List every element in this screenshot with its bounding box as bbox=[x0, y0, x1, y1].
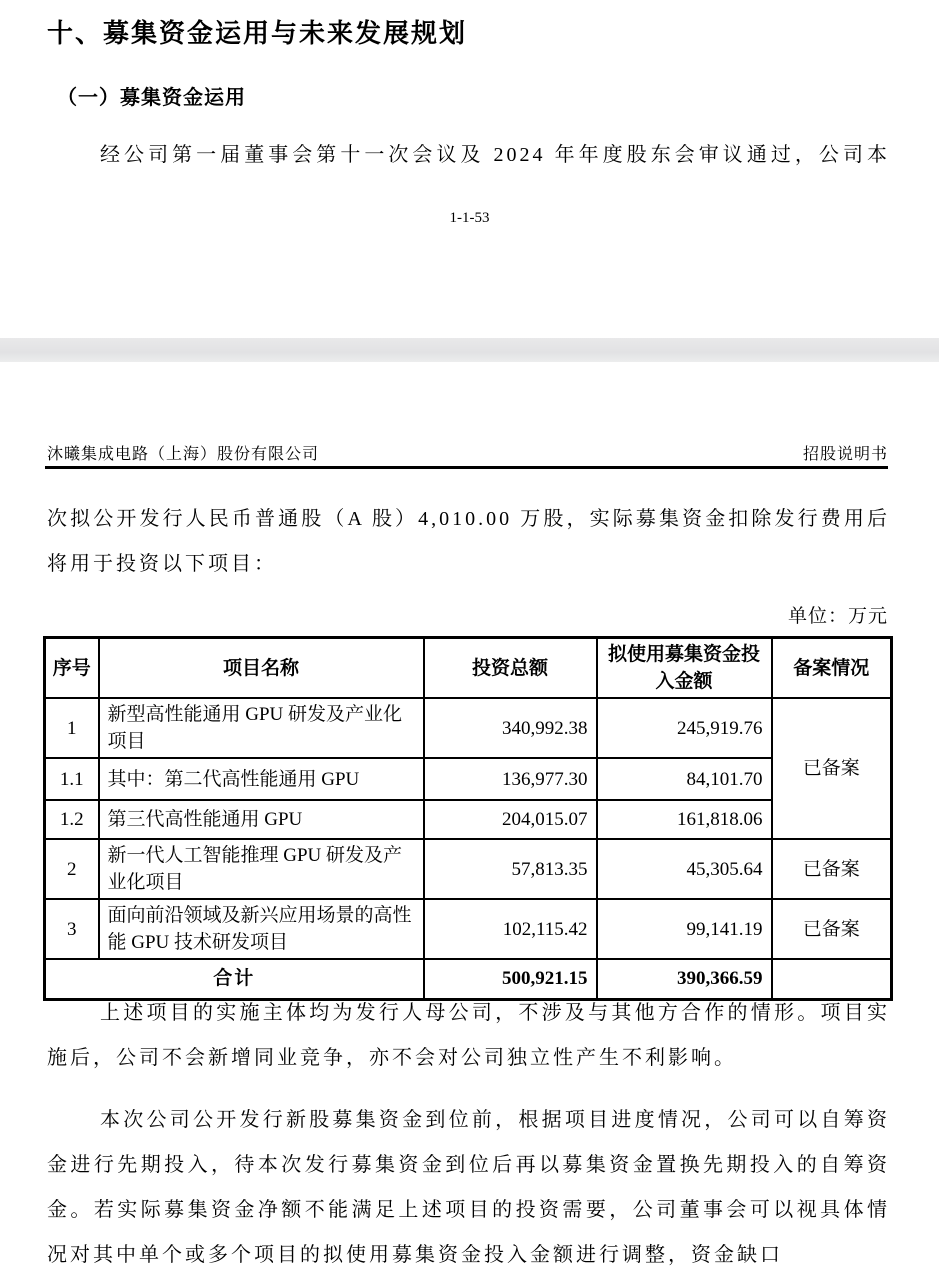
total-investment: 340,992.38 bbox=[424, 698, 597, 758]
table-header-row bbox=[45, 638, 892, 699]
raised-funds: 99,141.19 bbox=[597, 899, 772, 959]
row-no: 1.2 bbox=[45, 800, 99, 839]
col-header-raised-funds: 拟使用募集资金投入金额 bbox=[597, 638, 772, 699]
filing-status: 已备案 bbox=[772, 899, 892, 959]
raised-funds-sum: 390,366.59 bbox=[597, 959, 772, 999]
total-label: 合计 bbox=[45, 959, 424, 999]
project-name: 新一代人工智能推理 GPU 研发及产业化项目 bbox=[99, 839, 424, 899]
table-row bbox=[45, 698, 892, 758]
project-name: 新型高性能通用 GPU 研发及产业化项目 bbox=[99, 698, 424, 758]
filing-status: 已备案 bbox=[772, 698, 892, 839]
total-investment: 204,015.07 bbox=[424, 800, 597, 839]
raised-funds: 245,919.76 bbox=[597, 698, 772, 758]
company-name: 沐曦集成电路（上海）股份有限公司 bbox=[47, 446, 320, 463]
total-investment: 57,813.35 bbox=[424, 839, 597, 899]
paragraph-board-approval: 经公司第一届董事会第十一次会议及 2024 年年度股东会审议通过，公司本 bbox=[100, 144, 890, 166]
page-number: 1-1-53 bbox=[449, 210, 490, 226]
subsection-heading: （一）募集资金运用 bbox=[57, 87, 246, 109]
page-gap-band bbox=[0, 338, 939, 362]
document-type-label: 招股说明书 bbox=[802, 446, 888, 463]
total-investment: 136,977.30 bbox=[424, 758, 597, 800]
total-investment: 102,115.42 bbox=[424, 899, 597, 959]
running-header bbox=[47, 441, 888, 464]
col-header-total-investment: 投资总额 bbox=[424, 638, 597, 699]
raised-funds: 161,818.06 bbox=[597, 800, 772, 839]
total-investment-sum: 500,921.15 bbox=[424, 959, 597, 999]
table-row bbox=[45, 899, 892, 959]
section-heading: 十、募集资金运用与未来发展规划 bbox=[47, 18, 468, 48]
project-name: 第三代高性能通用 GPU bbox=[99, 800, 424, 839]
paragraph-implementation: 上述项目的实施主体均为发行人母公司，不涉及与其他方合作的情形。项目实施后，公司不会新增同业竞争，亦不会对公司独立性产生不利影响。 bbox=[47, 1002, 890, 1069]
closing-paragraphs bbox=[47, 991, 890, 1278]
col-header-project-name: 项目名称 bbox=[99, 638, 424, 699]
raised-funds: 45,305.64 bbox=[597, 839, 772, 899]
filing-status: 已备案 bbox=[772, 839, 892, 899]
fundraising-projects-table bbox=[43, 636, 893, 1001]
unit-label: 单位：万元 bbox=[787, 606, 888, 627]
col-header-no: 序号 bbox=[45, 638, 99, 699]
paragraph-pre-investment: 本次公司公开发行新股募集资金到位前，根据项目进度情况，公司可以自筹资金进行先期投入，待本次发行募集资金到位后再以募集资金置换先期投入的自筹资金。若实际募集资金净额不能满足上述项目的投资需要，公司董事会可以视具体情况对其中单个或多个项目的拟使用募集资金投入金额进行调整，资金缺口 bbox=[47, 1109, 890, 1266]
table-row bbox=[45, 758, 892, 800]
table-row bbox=[45, 839, 892, 899]
table-row bbox=[45, 800, 892, 839]
row-no: 2 bbox=[45, 839, 99, 899]
row-no: 3 bbox=[45, 899, 99, 959]
paragraph-offering-intro: 次拟公开发行人民币普通股（A 股）4,010.00 万股，实际募集资金扣除发行费用后将用于投资以下项目： bbox=[47, 508, 890, 575]
project-name: 其中：第二代高性能通用 GPU bbox=[99, 758, 424, 800]
header-rule bbox=[45, 466, 888, 469]
row-no: 1 bbox=[45, 698, 99, 758]
raised-funds: 84,101.70 bbox=[597, 758, 772, 800]
project-name: 面向前沿领域及新兴应用场景的高性能 GPU 技术研发项目 bbox=[99, 899, 424, 959]
col-header-filing-status: 备案情况 bbox=[772, 638, 892, 699]
row-no: 1.1 bbox=[45, 758, 99, 800]
